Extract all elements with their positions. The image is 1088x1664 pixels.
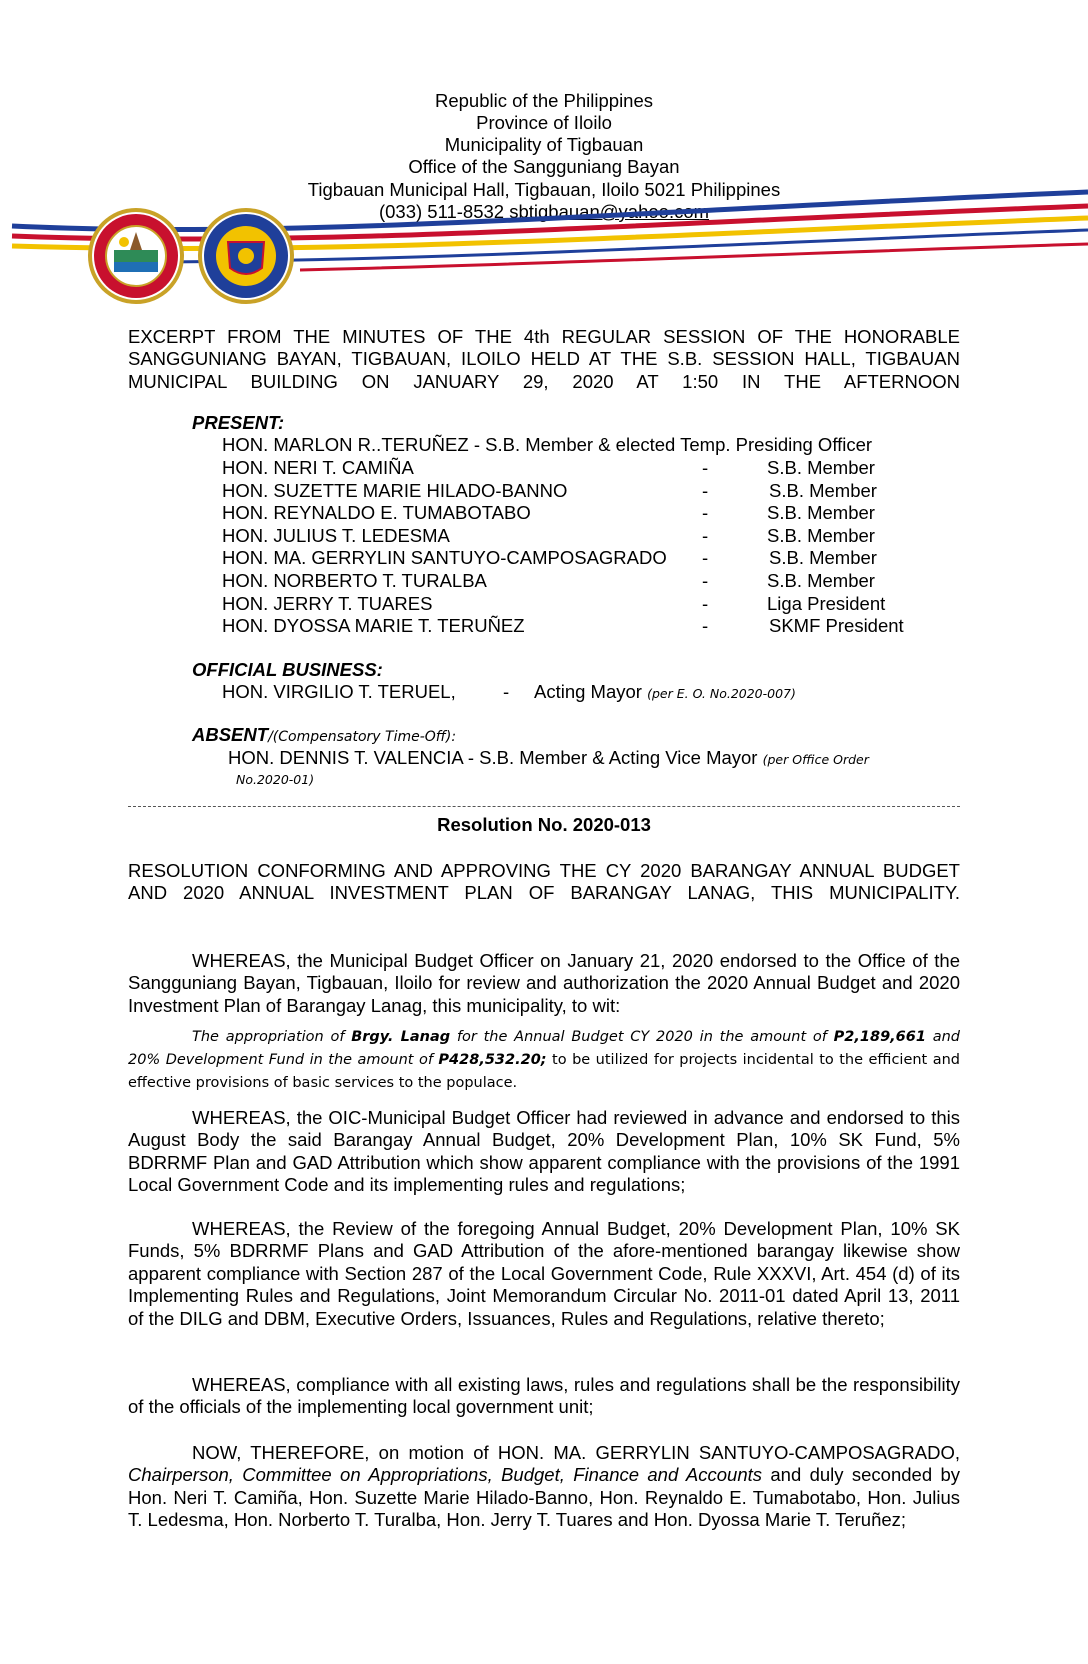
now-committee: Chairperson, Committee on Appropriations, Budget, Finance and Accounts (128, 1464, 763, 1486)
official-business-dash: - (503, 681, 510, 702)
absent-label-text: ABSENT (192, 724, 269, 745)
present-presiding-officer: HON. MARLON R..TERUÑEZ - S.B. Member & elected Temp. Presiding Officer (222, 434, 873, 455)
quote-text-2: for the Annual Budget CY 2020 in the amount of (450, 1029, 834, 1045)
municipality-seal-icon (86, 206, 186, 306)
separator-line (128, 806, 960, 807)
present-member-name: HON. REYNALDO E. TUMABOTABO (222, 502, 531, 523)
whereas-paragraph-3: WHEREAS, the Review of the foregoing Annual Budget, 20% Development Plan, 10% SK Funds, 5% BDRRMF Plans and GAD Attribution of the afore-mentioned barangay likewise show apparent compliance with Section 287 of the Local Government Code, Rule XXXVI, Art. 454 (d) of its Implementing Rules and Regulations, Joint Memorandum Circular No. 2011-01 dated April 13, 2011 of the DILG and DBM, Executive Orders, Issuances, Rules and Regulations, relative thereto; (128, 1218, 960, 1329)
present-member-dash: - (702, 457, 709, 478)
present-member-role: Liga President (767, 593, 886, 614)
quote-budget-amount: P2,189,661 (833, 1029, 926, 1045)
absent-member-text: HON. DENNIS T. VALENCIA - S.B. Member & Acting Vice Mayor (228, 747, 758, 768)
present-member-name: HON. JERRY T. TUARES (222, 593, 433, 614)
now-text-2: and duly seconded by Hon. Neri T. Camiña, Hon. Suzette Marie Hilado-Banno, Hon. Reynaldo E. Tumabotabo, Hon. Julius T. Ledesma, Hon. Norberto T. Turalba, Hon. Jerry T. Tuares and Hon. Dyossa Marie T. Teruñez; (128, 1464, 960, 1531)
sangguniang-bayan-seal-icon (196, 206, 296, 306)
present-member-role: S.B. Member (767, 457, 875, 478)
present-member-role: S.B. Member (767, 525, 875, 546)
official-business-name: HON. VIRGILIO T. TERUEL, (222, 681, 456, 702)
official-business-label: OFFICIAL BUSINESS: (192, 659, 383, 680)
resolution-number: Resolution No. 2020-013 (437, 814, 651, 835)
present-member-dash: - (702, 502, 709, 523)
whereas-paragraph-1: WHEREAS, the Municipal Budget Officer on January 21, 2020 endorsed to the Office of the Sangguniang Bayan, Tigbauan, Iloilo for review and authorization the 2020 Annual Budget and 2020 Investment Plan of Barangay Lanag, this municipality, to wit: (128, 950, 960, 1016)
official-business-role (534, 681, 796, 703)
absent-member-note: (per Office Order (762, 752, 869, 767)
present-member-name: HON. NERI T. CAMIÑA (222, 457, 414, 478)
absent-member-line (228, 747, 869, 769)
present-member-name: HON. SUZETTE MARIE HILADO-BANNO (222, 480, 568, 501)
absent-label (192, 724, 456, 746)
excerpt-title: EXCERPT FROM THE MINUTES OF THE 4th REGULAR SESSION OF THE HONORABLE SANGGUNIANG BAYAN, TIGBAUAN, ILOILO HELD AT THE S.B. SESSION HALL, TIGBAUAN MUNICIPAL BUILDING ON JANUARY 29, 2020 AT 1:50 IN THE AFTERNOON (128, 326, 960, 392)
present-member-name: HON. DYOSSA MARIE T. TERUÑEZ (222, 615, 525, 636)
present-member-name: HON. JULIUS T. LEDESMA (222, 525, 450, 546)
official-business-note: (per E. O. No.2020-007) (647, 686, 796, 701)
header-republic: Republic of the Philippines (434, 90, 654, 111)
budget-quote (128, 1026, 960, 1095)
header-address: Tigbauan Municipal Hall, Tigbauan, Iloilo 5021 Philippines (307, 179, 781, 200)
now-therefore-paragraph (128, 1442, 960, 1532)
present-member-dash: - (702, 570, 709, 591)
quote-text-1: The appropriation of (192, 1029, 352, 1045)
resolution-title: RESOLUTION CONFORMING AND APPROVING THE CY 2020 BARANGAY ANNUAL BUDGET AND 2020 ANNUAL INVESTMENT PLAN OF BARANGAY LANAG, THIS MUNICIPALITY. (128, 860, 960, 904)
quote-barangay: Brgy. Lanag (351, 1029, 451, 1045)
header-office: Office of the Sangguniang Bayan (408, 156, 680, 177)
quote-development-fund-amount: P428,532.20; (438, 1052, 547, 1068)
present-label: PRESENT: (192, 412, 285, 433)
present-member-role: S.B. Member (767, 502, 875, 523)
present-member-dash: - (702, 593, 709, 614)
present-member-role: S.B. Member (769, 547, 877, 568)
present-member-dash: - (702, 525, 709, 546)
whereas-paragraph-2: WHEREAS, the OIC-Municipal Budget Officer had reviewed in advance and endorsed to this August Body the said Barangay Annual Budget, 20% Development Plan, 10% SK Fund, 5% BDRRMF Plan and GAD Attribution which show apparent compliance with the provisions of the 1991 Local Government Code and its implementing rules and regulations; (128, 1107, 960, 1196)
present-member-role: S.B. Member (769, 480, 877, 501)
present-member-role: S.B. Member (767, 570, 875, 591)
present-member-role: SKMF President (769, 615, 904, 636)
present-member-name: HON. MA. GERRYLIN SANTUYO-CAMPOSAGRADO (222, 547, 667, 568)
header-municipality: Municipality of Tigbauan (444, 134, 644, 155)
absent-label-note: /(Compensatory Time-Off): (268, 729, 457, 745)
official-business-role-text: Acting Mayor (534, 681, 642, 702)
present-member-name: HON. NORBERTO T. TURALBA (222, 570, 487, 591)
present-member-dash: - (702, 547, 709, 568)
header-phone: (033) 511-8532 (378, 201, 505, 222)
present-member-dash: - (702, 480, 709, 501)
header-email-link[interactable]: sbtigbauan@yahoo.com (509, 201, 710, 222)
absent-member-note-continued: No.2020-01) (236, 772, 315, 787)
header-province: Province of Iloilo (476, 112, 612, 133)
quote-text-3: and 20% Development Fund in the amount of (128, 1029, 960, 1068)
present-member-dash: - (702, 615, 709, 636)
now-text-1: NOW, THEREFORE, on motion of HON. MA. GERRYLIN SANTUYO-CAMPOSAGRADO, (192, 1442, 960, 1463)
whereas-paragraph-4: WHEREAS, compliance with all existing laws, rules and regulations shall be the responsibility of the officials of the implementing local government unit; (128, 1374, 960, 1418)
quote-text-4: to be utilized for projects incidental to the efficient and effective provisions of basic services to the populace. (128, 1052, 960, 1091)
